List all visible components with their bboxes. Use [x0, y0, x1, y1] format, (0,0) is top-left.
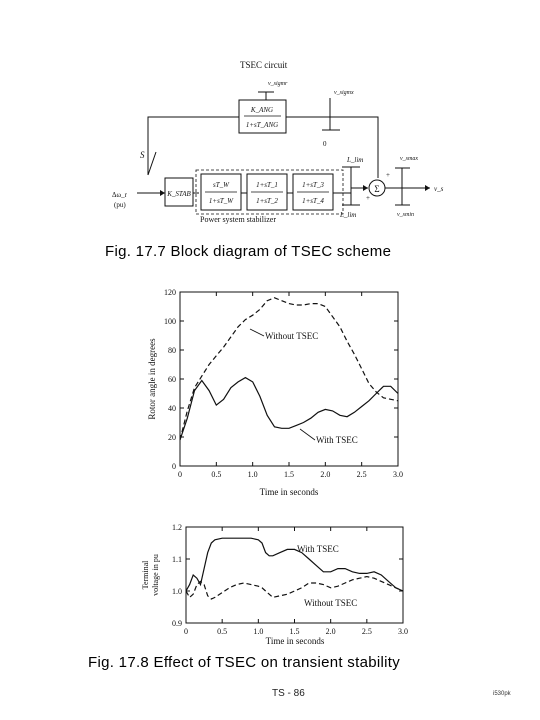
tw-num: sT_W	[213, 181, 229, 189]
figure-17-8-caption: Fig. 17.8 Effect of TSEC on transient stability	[88, 654, 401, 671]
y-tick-label: 1.1	[172, 555, 182, 564]
k-stab-label: K_STAB	[167, 190, 191, 198]
legend-with-tsec: With TSEC	[297, 544, 339, 554]
y-tick-label: 20	[168, 433, 176, 442]
lead-num: 1+sT_1	[256, 181, 278, 189]
y-axis-label-line1: Terminal	[141, 560, 150, 590]
svg-text:+: +	[386, 171, 390, 179]
terminal-voltage-chart	[140, 520, 410, 652]
sum-symbol: Σ	[374, 184, 380, 194]
footer-tag: i530pk	[493, 691, 511, 697]
y-tick-label: 1.0	[172, 587, 182, 596]
input-label: Δω_r	[112, 191, 127, 199]
v-smin-label: v_smin	[397, 212, 414, 218]
lag-num: 1+sT_3	[302, 181, 324, 189]
ang-den-label: 1+sT_ANG	[245, 121, 279, 129]
x-tick-label: 1.0	[247, 470, 258, 479]
pss-caption: Power system stabilizer	[200, 215, 276, 224]
y-tick-label: 80	[168, 346, 176, 355]
x-tick-label: 2.5	[361, 627, 372, 636]
y-tick-label: 60	[168, 375, 176, 384]
v-smax-label: v_smax	[400, 156, 418, 162]
y-tick-label: 0.9	[172, 619, 182, 628]
v-sigmr-label: v_sigmr	[268, 81, 288, 87]
y-axis-label-line2: voltage in pu	[151, 554, 160, 596]
x-tick-label: 2.5	[356, 470, 367, 479]
tsec-circuit-title: TSEC circuit	[240, 60, 288, 70]
lag-den: 1+sT_4	[302, 197, 324, 205]
x-axis-label: Time in seconds	[265, 636, 325, 646]
series-without-tsec	[186, 577, 403, 599]
x-tick-label: 0.5	[217, 627, 228, 636]
series-without-tsec	[180, 298, 398, 440]
x-tick-label: 3.0	[393, 470, 403, 479]
x-tick-label: 1.5	[284, 470, 294, 479]
y-tick-label: 0	[172, 462, 176, 471]
v-sigmx-label: v_sigmx	[334, 90, 354, 96]
x-tick-label: 2.0	[325, 627, 336, 636]
series-with-tsec	[180, 378, 398, 440]
legend-without-tsec: Without TSEC	[265, 331, 319, 341]
x-tick-label: 1.0	[253, 627, 264, 636]
output-label: v_s	[434, 185, 444, 193]
y-tick-label: 100	[164, 317, 176, 326]
feedback-wire-left	[148, 117, 239, 175]
svg-text:+: +	[366, 194, 370, 202]
page-number: TS - 86	[272, 688, 305, 699]
plot-frame	[180, 292, 398, 466]
feedback-wire-right	[286, 117, 378, 178]
figure-17-7-caption: Fig. 17.7 Block diagram of TSEC scheme	[105, 243, 392, 260]
legend-without-tsec: Without TSEC	[304, 598, 358, 608]
switch-s	[148, 152, 156, 175]
zero-label: 0	[323, 140, 327, 148]
legend-with-tsec: With TSEC	[316, 435, 358, 445]
y-tick-label: 120	[164, 288, 176, 297]
switch-label: S	[140, 150, 145, 160]
input-units: (pu)	[114, 201, 126, 209]
tsec-block-diagram	[0, 0, 540, 240]
y-tick-label: 40	[168, 404, 176, 413]
x-tick-label: 1.5	[289, 627, 300, 636]
tw-den: 1+sT_W	[208, 197, 234, 205]
series-with-tsec	[186, 538, 403, 591]
plot-frame	[186, 527, 403, 623]
x-tick-label: 3.0	[398, 627, 408, 636]
x-axis-label: Time in seconds	[259, 487, 319, 497]
x-tick-label: 0	[178, 470, 182, 479]
k-ang-label: K_ANG	[250, 106, 274, 114]
lead-den: 1+sT_2	[256, 197, 278, 205]
y-tick-label: 1.2	[172, 523, 182, 532]
l-lim-bottom: L_lim	[340, 211, 357, 219]
l-lim-top: L_lim	[347, 156, 364, 164]
rotor-angle-chart	[140, 282, 410, 500]
y-axis-label: Rotor angle in degrees	[147, 338, 157, 420]
x-tick-label: 0	[184, 627, 188, 636]
x-tick-label: 0.5	[211, 470, 222, 479]
x-tick-label: 2.0	[320, 470, 331, 479]
